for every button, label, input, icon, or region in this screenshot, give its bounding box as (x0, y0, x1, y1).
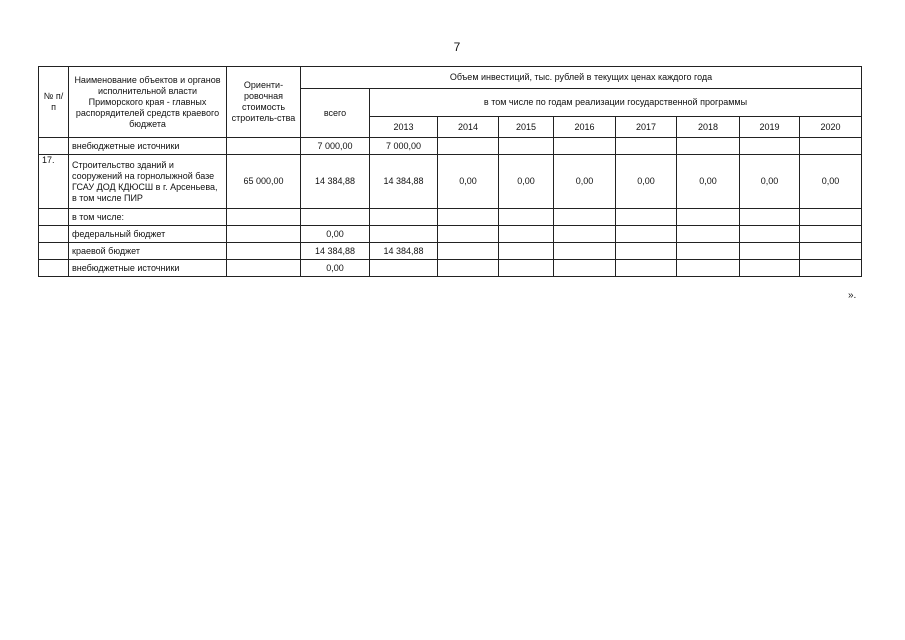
cell-year-value (370, 209, 438, 226)
cell-num (39, 243, 69, 260)
cell-num (39, 138, 69, 155)
table-row (39, 209, 862, 226)
cell-name: внебюджетные источники (69, 138, 227, 155)
header-year: 2019 (740, 117, 800, 138)
cell-year-value (616, 243, 677, 260)
table-row (39, 226, 862, 243)
header-year: 2018 (677, 117, 740, 138)
header-year: 2015 (499, 117, 554, 138)
cell-year-value (438, 209, 499, 226)
cell-num (39, 209, 69, 226)
cell-num (39, 260, 69, 277)
table-row (39, 243, 862, 260)
cell-cost (227, 243, 301, 260)
cell-year-value: 14 384,88 (370, 155, 438, 209)
cell-total: 14 384,88 (301, 243, 370, 260)
cell-year-value (370, 260, 438, 277)
header-total: всего (301, 89, 370, 138)
cell-year-value (554, 260, 616, 277)
cell-total: 14 384,88 (301, 155, 370, 209)
cell-name: Строительство зданий и сооружений на горнолыжной базе ГСАУ ДОД КДЮСШ в г. Арсеньева, в том числе ПИР (69, 155, 227, 209)
page-number: 7 (453, 40, 461, 54)
cell-cost (227, 260, 301, 277)
cell-year-value (740, 138, 800, 155)
cell-cost (227, 209, 301, 226)
cell-year-value (677, 243, 740, 260)
cell-year-value (677, 226, 740, 243)
table-row (39, 138, 862, 155)
header-num: № п/п (39, 67, 69, 138)
cell-year-value (616, 226, 677, 243)
cell-year-value (499, 260, 554, 277)
cell-year-value (740, 260, 800, 277)
cell-year-value (616, 209, 677, 226)
cell-year-value (677, 260, 740, 277)
cell-year-value (677, 209, 740, 226)
cell-year-value (554, 138, 616, 155)
cell-year-value (800, 260, 862, 277)
cell-year-value (677, 138, 740, 155)
cell-year-value (438, 226, 499, 243)
cell-total: 0,00 (301, 226, 370, 243)
cell-year-value (438, 138, 499, 155)
header-year: 2020 (800, 117, 862, 138)
cell-cost (227, 226, 301, 243)
header-year: 2017 (616, 117, 677, 138)
cell-year-value (370, 226, 438, 243)
cell-year-value (499, 209, 554, 226)
cell-year-value (616, 260, 677, 277)
header-cost: Ориенти-ровочная стоимость строитель-ства (227, 67, 301, 138)
cell-year-value (740, 243, 800, 260)
cell-year-value (800, 226, 862, 243)
cell-cost: 65 000,00 (227, 155, 301, 209)
cell-year-value (499, 226, 554, 243)
cell-total (301, 209, 370, 226)
table-row (39, 260, 862, 277)
cell-year-value (499, 138, 554, 155)
cell-year-value: 7 000,00 (370, 138, 438, 155)
cell-year-value: 0,00 (616, 155, 677, 209)
header-year: 2013 (370, 117, 438, 138)
cell-name: краевой бюджет (69, 243, 227, 260)
header-year: 2016 (554, 117, 616, 138)
closing-quote-mark: ». (848, 290, 857, 301)
cell-year-value (499, 243, 554, 260)
cell-cost (227, 138, 301, 155)
cell-year-value (438, 260, 499, 277)
cell-year-value (800, 138, 862, 155)
cell-total: 7 000,00 (301, 138, 370, 155)
cell-year-value (554, 226, 616, 243)
cell-year-value (740, 226, 800, 243)
cell-year-value (554, 243, 616, 260)
header-name: Наименование объектов и органов исполнительной власти Приморского края - главных распорядителей средств краевого бюджета (69, 67, 227, 138)
cell-year-value: 0,00 (800, 155, 862, 209)
cell-year-value (616, 138, 677, 155)
cell-year-value (800, 243, 862, 260)
header-year: 2014 (438, 117, 499, 138)
cell-year-value: 0,00 (438, 155, 499, 209)
cell-year-value: 0,00 (677, 155, 740, 209)
cell-num: 17. (39, 155, 69, 209)
cell-total: 0,00 (301, 260, 370, 277)
cell-year-value: 0,00 (554, 155, 616, 209)
cell-year-value: 0,00 (499, 155, 554, 209)
cell-year-value: 0,00 (740, 155, 800, 209)
cell-name: федеральный бюджет (69, 226, 227, 243)
cell-year-value: 14 384,88 (370, 243, 438, 260)
investment-table (38, 66, 862, 277)
cell-name: в том числе: (69, 209, 227, 226)
cell-name: внебюджетные источники (69, 260, 227, 277)
cell-year-value (800, 209, 862, 226)
cell-num (39, 226, 69, 243)
header-volume: Объем инвестиций, тыс. рублей в текущих ценах каждого года (301, 67, 862, 89)
header-by-years: в том числе по годам реализации государственной программы (370, 89, 862, 117)
cell-year-value (554, 209, 616, 226)
cell-year-value (438, 243, 499, 260)
cell-year-value (740, 209, 800, 226)
table-row (39, 155, 862, 209)
